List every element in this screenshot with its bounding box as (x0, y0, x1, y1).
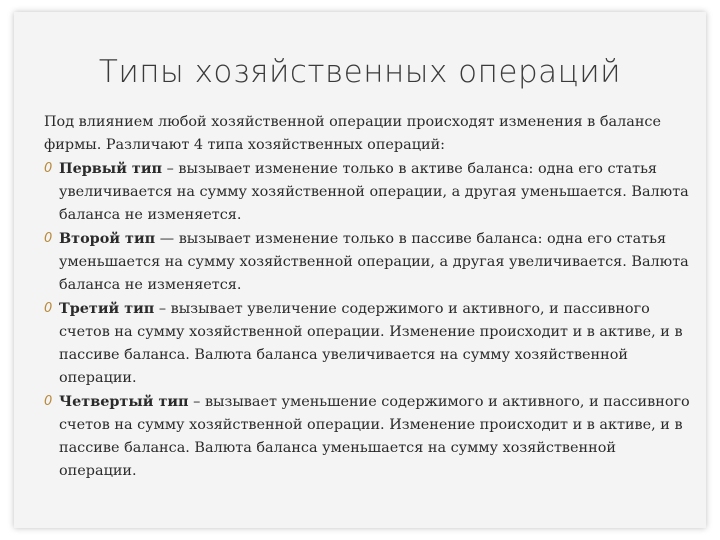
slide-title: Типы хозяйственных операций (98, 54, 622, 90)
slide-body (44, 111, 698, 483)
item-term: Четвертый тип (59, 393, 189, 410)
list-item-type-4 (44, 390, 698, 483)
item-text: – вызывает увеличение содержимого и активного, и пассивного счетов на сумму хозяйственной операции. Изменение происходит и в активе, и в пассиве баланса. Валюта баланса увеличивается на сумму хозяйственной операции. (59, 301, 683, 386)
bullet-icon: 0 (44, 161, 53, 176)
item-term: Второй тип (59, 230, 156, 247)
bullet-icon: 0 (44, 231, 53, 246)
item-term: Первый тип (59, 160, 163, 177)
item-text: – вызывает изменение только в активе баланса: одна его статья увеличивается на сумму хозяйственной операции, а другая уменьшается. Валюта баланса не изменяется. (59, 161, 689, 223)
list-item-type-2 (44, 227, 698, 297)
intro-paragraph: Под влиянием любой хозяйственной операции происходят изменения в балансе фирмы. Различают 4 типа хозяйственных операций: (44, 114, 661, 153)
item-text: – вызывает уменьшение содержимого и активного, и пассивного счетов на сумму хозяйственной операции. Изменение происходит и в активе, и в пассиве баланса. Валюта баланса уменьшается на сумму хозяйственной операции. (59, 394, 690, 479)
item-text: — вызывает изменение только в пассиве баланса: одна его статья уменьшается на сумму хозяйственной операции, а другая увеличивается. Валюта баланса не изменяется. (59, 231, 689, 293)
operation-types-list (44, 157, 698, 483)
slide-paper (14, 12, 706, 528)
item-term: Третий тип (59, 300, 155, 317)
list-item-type-3 (44, 297, 698, 390)
list-item-type-1 (44, 157, 698, 227)
bullet-icon: 0 (44, 394, 53, 409)
bullet-icon: 0 (44, 301, 53, 316)
